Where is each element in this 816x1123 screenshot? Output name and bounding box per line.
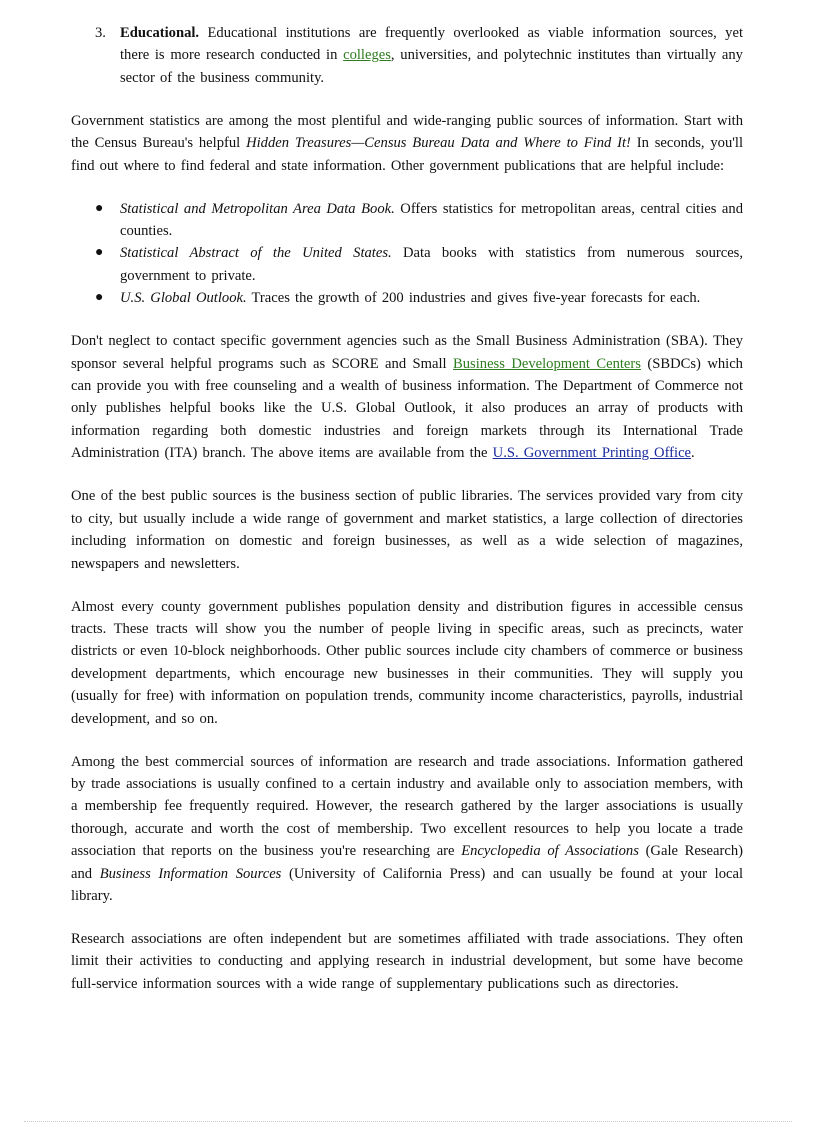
book-title: Statistical Abstract of the United States. bbox=[120, 245, 392, 262]
paragraph-government-agencies bbox=[71, 330, 743, 464]
bullet-icon: ● bbox=[95, 290, 104, 306]
list-item-text: Traces the growth of 200 industries and gives five-year forecasts for each. bbox=[251, 290, 701, 307]
list-item bbox=[71, 287, 743, 309]
paragraph-commercial-sources bbox=[71, 751, 743, 908]
paragraph-text: (SBDCs) which can provide you with free counseling and a wealth of business information. The Department of Commerce not only publishes helpful books like the U.S. Global Outlook, it also produces an array of products with information regarding both domestic industries and foreign markets through its International Trade Administration (ITA) branch. The above items are available from the bbox=[71, 355, 743, 462]
book-title: Statistical and Metropolitan Area Data Book. bbox=[120, 200, 395, 217]
paragraph-county-government: Almost every county government publishes population density and distribution figures in accessible census tracts. These tracts will show you the number of people living in specific areas, such as precincts, water districts or even 10-block neighborhoods. Other public sources include city chambers of commerce or business development departments, which encourage new businesses in their communities. They will supply you (usually for free) with information on population trends, community income characteristics, payrolls, industrial development, and so on. bbox=[71, 598, 743, 727]
government-printing-office-link[interactable]: U.S. Government Printing Office bbox=[492, 445, 692, 462]
bullet-icon: ● bbox=[95, 245, 104, 261]
list-number: 3. bbox=[95, 25, 106, 41]
list-item-text: Data books with statistics from numerous sources, government to private. bbox=[120, 245, 744, 284]
document-page bbox=[71, 22, 743, 1016]
list-item-text: Offers statistics for metropolitan areas, central cities and counties. bbox=[120, 200, 743, 240]
paragraph-research-associations: Research associations are often independent but are sometimes affiliated with trade associations. They often limit their activities to conducting and applying research in industrial development, but some have become full-service information sources with a wide range of supplementary publications such as directories. bbox=[71, 930, 743, 992]
paragraph-text: Among the best commercial sources of information are research and trade associations. Information gathered by trade associations is usually confined to a certain industry and available only to association members, with a membership fee frequently required. However, the research gathered by the larger associations is usually thorough, accurate and worth the cost of membership. Two excellent resources to help you locate a trade association that reports on the business you're researching are bbox=[71, 753, 743, 860]
page-bottom-rule bbox=[24, 1121, 792, 1122]
list-item bbox=[71, 198, 743, 243]
paragraph-text: In seconds, you'll find out where to find federal and state information. Other government publications that are helpful include: bbox=[71, 135, 744, 174]
book-title-business-information-sources: Business Information Sources bbox=[99, 865, 282, 882]
publications-list bbox=[71, 198, 743, 310]
paragraph-text: . bbox=[691, 445, 695, 462]
colleges-link[interactable]: colleges bbox=[343, 47, 391, 64]
paragraph-text: , universities, and polytechnic institutes than virtually any sector of the business community. bbox=[120, 47, 743, 86]
bullet-icon: ● bbox=[95, 200, 104, 216]
list-item-title: Educational. bbox=[120, 25, 200, 41]
paragraph-text: Government statistics are among the most plentiful and wide-ranging public sources of information. Start with the Census Bureau's helpful bbox=[71, 112, 743, 152]
book-title: U.S. Global Outlook. bbox=[120, 290, 247, 307]
list-item bbox=[71, 242, 743, 287]
paragraph-public-libraries: One of the best public sources is the business section of public libraries. The services provided vary from city to city, but usually include a wide range of government and market statistics, a large collection of directories including information on domestic and foreign businesses, as well as a wide selection of magazines, newspapers and newsletters. bbox=[71, 488, 743, 572]
book-title-hidden-treasures: Hidden Treasures—Census Bureau Data and Where to Find It! bbox=[246, 135, 631, 152]
paragraph-text: Don't neglect to contact specific government agencies such as the Small Business Administration (SBA). They sponsor several helpful programs such as SCORE and Small bbox=[71, 333, 743, 372]
paragraph-text: (University of California Press) and can usually be found at your local library. bbox=[71, 865, 743, 904]
business-development-centers-link[interactable]: Business Development Centers bbox=[453, 355, 641, 372]
paragraph-text: Educational institutions are frequently overlooked as viable information sources, yet there is more research conducted in bbox=[120, 25, 743, 64]
list-item-educational bbox=[71, 22, 743, 89]
paragraph-government-statistics bbox=[71, 110, 743, 177]
book-title-encyclopedia: Encyclopedia of Associations bbox=[461, 843, 639, 860]
paragraph-text: (Gale Research) and bbox=[71, 843, 743, 882]
